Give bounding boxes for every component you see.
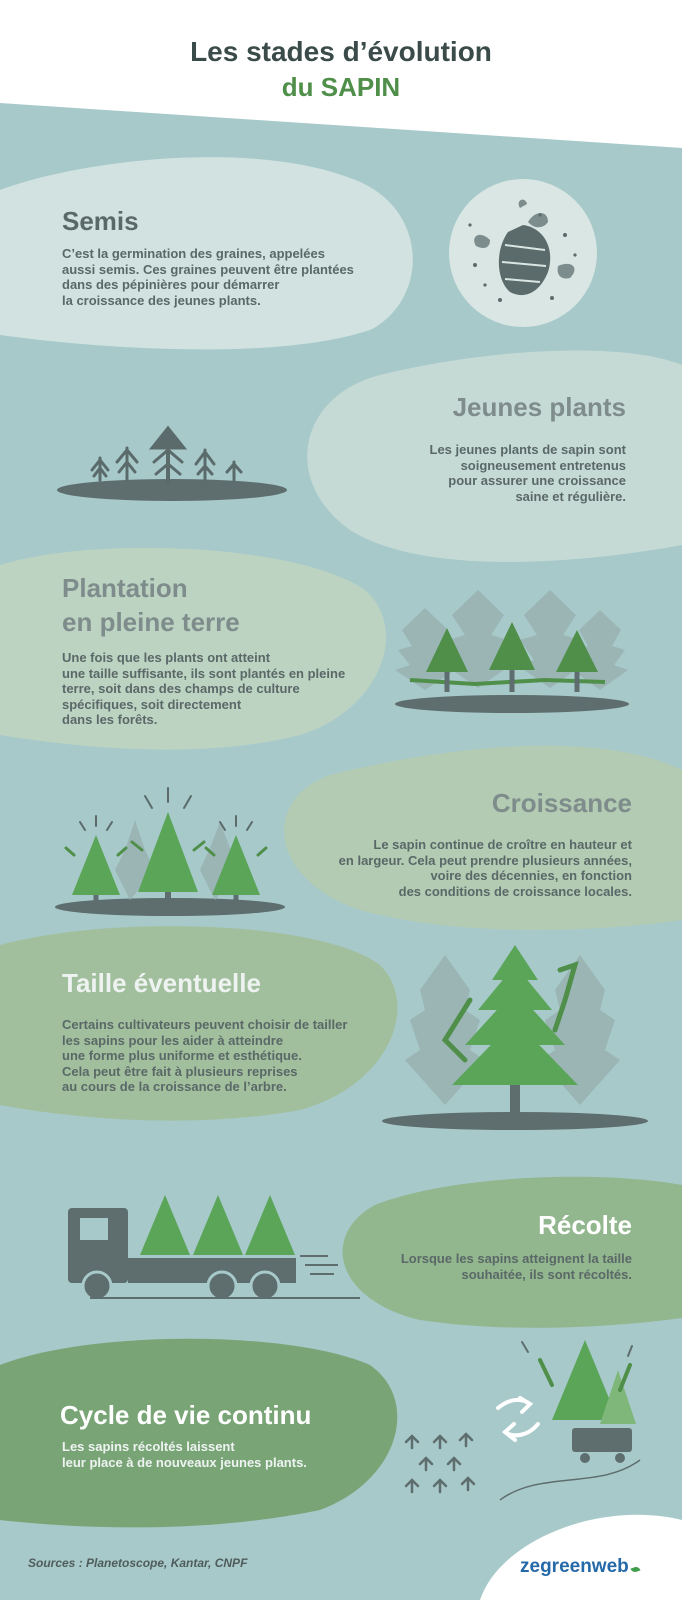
stage-heading-cycle: Cycle de vie continu <box>60 1400 312 1430</box>
stage-text-recolte <box>372 1251 632 1282</box>
text-line: Lorsque les sapins atteignent la taille <box>400 1251 632 1266</box>
page-title: Les stades d’évolution <box>190 36 492 67</box>
text-line: voire des décennies, en fonction <box>430 868 632 884</box>
stage-heading-plantation <box>62 571 240 639</box>
text-line: Cela peut être fait à plusieurs reprises <box>62 1063 298 1079</box>
brand-logo[interactable] <box>520 1556 640 1578</box>
stage-heading-taille: Taille éventuelle <box>62 968 261 998</box>
text-line: des conditions de croissance locales. <box>398 883 632 899</box>
text-line: dans des pépinières pour démarrer <box>62 277 280 293</box>
stage-text-croissance <box>292 837 632 899</box>
text-line: dans les forêts. <box>62 712 158 728</box>
stage-text-plantation <box>62 650 382 728</box>
stage-heading-jeunes-plants: Jeunes plants <box>452 392 626 422</box>
heading-line: Plantation <box>62 573 188 603</box>
text-line: aussi semis. Ces graines peuvent être plantées <box>62 261 354 277</box>
pruned-tree-icon <box>382 945 648 1130</box>
logo-text: zegreenweb <box>520 1556 629 1577</box>
text-line: la croissance des jeunes plants. <box>62 292 261 308</box>
blob-cycle <box>0 1339 397 1528</box>
text-line: saine et régulière. <box>515 488 626 504</box>
text-line: leur place à de nouveaux jeunes plants. <box>62 1454 307 1470</box>
text-line: en largeur. Cela peut prendre plusieurs années, <box>338 852 632 868</box>
stage-heading-croissance: Croissance <box>491 788 632 818</box>
text-line: Certains cultivateurs peuvent choisir de tailler <box>62 1017 348 1032</box>
text-line: les sapins pour les aider à atteindre <box>62 1032 284 1048</box>
text-line: Les sapins récoltés laissent <box>62 1439 235 1454</box>
planted-trees-icon <box>395 590 629 713</box>
truck-icon <box>68 1195 360 1300</box>
text-line: spécifiques, soit directement <box>62 696 242 712</box>
stage-heading-semis: Semis <box>62 206 139 236</box>
sources-text: Sources : Planetoscope, Kantar, CNPF <box>28 1556 248 1570</box>
text-line: Le sapin continue de croître en hauteur et <box>373 837 632 852</box>
stage-text-taille <box>62 1017 392 1095</box>
heading-line: en pleine terre <box>62 607 240 637</box>
stage-text-jeunes-plants <box>326 442 626 504</box>
growing-trees-icon <box>55 788 285 916</box>
stage-text-cycle <box>62 1439 362 1470</box>
stage-heading-recolte: Récolte <box>538 1210 632 1240</box>
text-line: C’est la germination des graines, appelées <box>62 246 325 261</box>
stage-text-semis <box>62 246 402 308</box>
text-line: pour assurer une croissance <box>448 473 626 489</box>
text-line: soigneusement entretenus <box>460 457 626 473</box>
text-line: une taille suffisante, ils sont plantés en pleine <box>62 665 346 681</box>
text-line: Les jeunes plants de sapin sont <box>429 442 626 457</box>
text-line: terre, soit dans des champs de culture <box>62 681 300 697</box>
leaf-icon <box>630 1566 640 1574</box>
text-line: au cours de la croissance de l’arbre. <box>62 1079 287 1095</box>
text-line: souhaitée, ils sont récoltés. <box>461 1266 632 1282</box>
cycle-icon <box>406 1340 640 1500</box>
text-line: une forme plus uniforme et esthétique. <box>62 1048 302 1064</box>
text-line: Une fois que les plants ont atteint <box>62 650 271 665</box>
seed-cone-icon <box>449 179 597 327</box>
page-subtitle: du SAPIN <box>281 72 401 102</box>
seedlings-icon <box>57 428 287 501</box>
